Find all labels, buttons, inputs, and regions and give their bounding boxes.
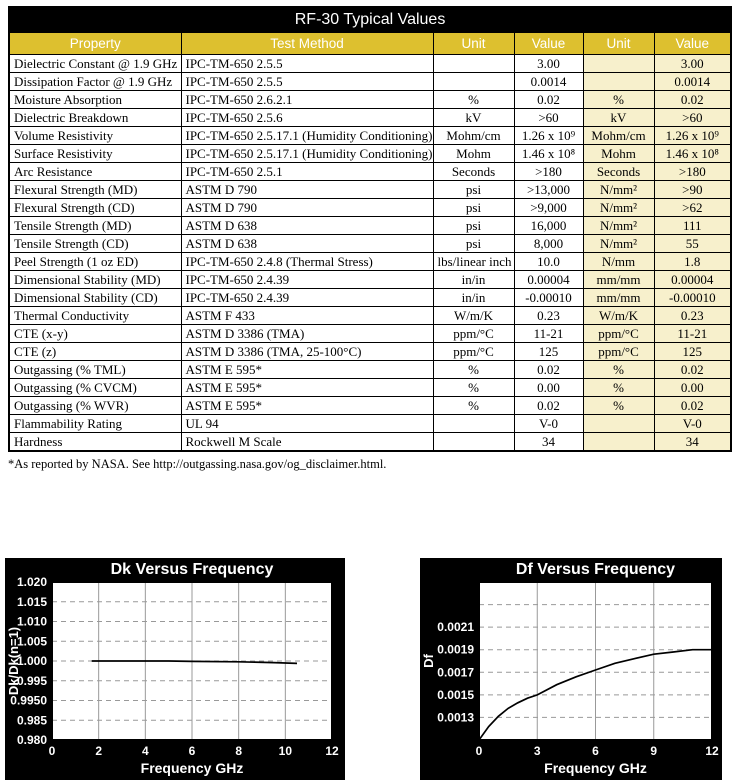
table-row <box>9 397 731 415</box>
cell-value2: 0.02 <box>654 361 731 379</box>
svg-text:9: 9 <box>650 744 658 758</box>
table-row <box>9 253 731 271</box>
cell-unit1: % <box>433 379 514 397</box>
cell-unit1: % <box>433 361 514 379</box>
cell-method: Rockwell M Scale <box>181 433 433 452</box>
cell-unit2 <box>583 55 654 73</box>
cell-value2: V-0 <box>654 415 731 433</box>
cell-unit1: % <box>433 91 514 109</box>
cell-method: IPC-TM-650 2.5.17.1 (Humidity Conditioning) <box>181 127 433 145</box>
table-row <box>9 181 731 199</box>
cell-value1: >13,000 <box>514 181 583 199</box>
cell-unit1: in/in <box>433 271 514 289</box>
cell-unit2: mm/mm <box>583 289 654 307</box>
cell-value1: 3.00 <box>514 55 583 73</box>
cell-value2: 11-21 <box>654 325 731 343</box>
cell-value2: 34 <box>654 433 731 452</box>
cell-method: IPC-TM-650 2.5.5 <box>181 73 433 91</box>
cell-value1: 34 <box>514 433 583 452</box>
cell-value1: 0.02 <box>514 361 583 379</box>
cell-property: Outgassing (% TML) <box>9 361 181 379</box>
cell-value1: >9,000 <box>514 199 583 217</box>
cell-value2: >180 <box>654 163 731 181</box>
table-row <box>9 109 731 127</box>
cell-value2: >62 <box>654 199 731 217</box>
cell-value2: 0.00 <box>654 379 731 397</box>
cell-property: Flexural Strength (MD) <box>9 181 181 199</box>
cell-property: Dimensional Stability (CD) <box>9 289 181 307</box>
df-frequency-chart <box>420 558 722 780</box>
column-header-value-1: Value <box>514 33 583 55</box>
cell-property: Outgassing (% WVR) <box>9 397 181 415</box>
cell-property: Thermal Conductivity <box>9 307 181 325</box>
svg-text:Dk/Dk(n=1): Dk/Dk(n=1) <box>6 626 21 696</box>
svg-text:Df Versus Frequency: Df Versus Frequency <box>515 561 676 578</box>
table-row <box>9 235 731 253</box>
cell-property: Dissipation Factor @ 1.9 GHz <box>9 73 181 91</box>
svg-text:3: 3 <box>533 744 541 758</box>
svg-text:0.985: 0.985 <box>16 713 47 728</box>
cell-unit1: in/in <box>433 289 514 307</box>
cell-method: UL 94 <box>181 415 433 433</box>
cell-unit2: ppm/°C <box>583 325 654 343</box>
cell-value1: 8,000 <box>514 235 583 253</box>
cell-method: ASTM E 595* <box>181 361 433 379</box>
table-row <box>9 271 731 289</box>
cell-value2: 0.23 <box>654 307 731 325</box>
cell-method: ASTM F 433 <box>181 307 433 325</box>
cell-unit2 <box>583 415 654 433</box>
cell-value2: 0.0014 <box>654 73 731 91</box>
cell-method: IPC-TM-650 2.4.39 <box>181 289 433 307</box>
table-row <box>9 343 731 361</box>
dk-frequency-chart-svg <box>5 558 345 780</box>
cell-value1: 1.46 x 10⁸ <box>514 145 583 163</box>
cell-unit2: mm/mm <box>583 271 654 289</box>
column-header-unit-2: Unit <box>583 33 654 55</box>
cell-method: ASTM D 3386 (TMA) <box>181 325 433 343</box>
cell-unit1: psi <box>433 181 514 199</box>
cell-unit1: W/m/K <box>433 307 514 325</box>
cell-property: Outgassing (% CVCM) <box>9 379 181 397</box>
column-header-property: Property <box>9 33 181 55</box>
svg-text:0.995: 0.995 <box>16 673 47 688</box>
cell-unit1: Mohm/cm <box>433 127 514 145</box>
svg-text:0.0015: 0.0015 <box>437 687 474 702</box>
svg-text:6: 6 <box>188 744 196 758</box>
cell-value2: 0.02 <box>654 397 731 415</box>
cell-value1: -0.00010 <box>514 289 583 307</box>
cell-value1: 10.0 <box>514 253 583 271</box>
cell-method: ASTM D 638 <box>181 235 433 253</box>
svg-text:1.015: 1.015 <box>16 594 47 609</box>
svg-text:10: 10 <box>278 744 293 758</box>
cell-value1: 0.23 <box>514 307 583 325</box>
svg-text:Dk Versus Frequency: Dk Versus Frequency <box>110 561 274 578</box>
table-row <box>9 199 731 217</box>
cell-method: IPC-TM-650 2.5.6 <box>181 109 433 127</box>
cell-property: Dielectric Constant @ 1.9 GHz <box>9 55 181 73</box>
cell-method: ASTM D 638 <box>181 217 433 235</box>
cell-unit2: % <box>583 397 654 415</box>
cell-unit2: N/mm <box>583 253 654 271</box>
cell-property: Tensile Strength (MD) <box>9 217 181 235</box>
cell-method: ASTM D 790 <box>181 181 433 199</box>
cell-unit1: lbs/linear inch <box>433 253 514 271</box>
cell-unit2: Mohm <box>583 145 654 163</box>
cell-unit1 <box>433 415 514 433</box>
cell-unit2: N/mm² <box>583 181 654 199</box>
cell-value2: 0.00004 <box>654 271 731 289</box>
cell-unit1: ppm/°C <box>433 343 514 361</box>
cell-method: ASTM E 595* <box>181 397 433 415</box>
cell-unit2: Seconds <box>583 163 654 181</box>
page-title: RF-30 Typical Values <box>9 7 731 33</box>
svg-text:0: 0 <box>475 744 483 758</box>
charts-row <box>5 558 722 780</box>
svg-text:0.0019: 0.0019 <box>437 642 474 657</box>
cell-property: Flammability Rating <box>9 415 181 433</box>
table-row <box>9 289 731 307</box>
cell-method: ASTM D 790 <box>181 199 433 217</box>
cell-value1: 16,000 <box>514 217 583 235</box>
cell-value1: 0.02 <box>514 397 583 415</box>
cell-property: Volume Resistivity <box>9 127 181 145</box>
cell-unit2 <box>583 433 654 452</box>
cell-unit1: psi <box>433 235 514 253</box>
cell-value1: V-0 <box>514 415 583 433</box>
cell-value2: 55 <box>654 235 731 253</box>
table-row <box>9 163 731 181</box>
cell-unit2: % <box>583 91 654 109</box>
cell-value2: >90 <box>654 181 731 199</box>
svg-text:6: 6 <box>592 744 599 758</box>
cell-unit2: N/mm² <box>583 217 654 235</box>
cell-unit2: Mohm/cm <box>583 127 654 145</box>
cell-value2: 1.26 x 10⁹ <box>654 127 731 145</box>
cell-method: IPC-TM-650 2.6.2.1 <box>181 91 433 109</box>
cell-property: Dimensional Stability (MD) <box>9 271 181 289</box>
cell-unit1 <box>433 55 514 73</box>
cell-unit1: ppm/°C <box>433 325 514 343</box>
cell-unit1: Mohm <box>433 145 514 163</box>
cell-unit1: psi <box>433 199 514 217</box>
cell-unit2: ppm/°C <box>583 343 654 361</box>
svg-text:1.020: 1.020 <box>16 575 47 589</box>
cell-value1: 1.26 x 10⁹ <box>514 127 583 145</box>
cell-unit1: % <box>433 397 514 415</box>
svg-text:0.980: 0.980 <box>16 733 47 747</box>
table-title-row <box>9 7 731 33</box>
cell-method: ASTM E 595* <box>181 379 433 397</box>
cell-value1: 11-21 <box>514 325 583 343</box>
table-row <box>9 73 731 91</box>
cell-value2: 1.8 <box>654 253 731 271</box>
nasa-footnote: *As reported by NASA. See http://outgassing.nasa.gov/og_disclaimer.html. <box>8 457 387 471</box>
column-header-value-2: Value <box>654 33 731 55</box>
cell-property: Hardness <box>9 433 181 452</box>
cell-method: IPC-TM-650 2.5.5 <box>181 55 433 73</box>
dk-frequency-chart <box>5 558 345 780</box>
cell-method: IPC-TM-650 2.4.8 (Thermal Stress) <box>181 253 433 271</box>
svg-text:0.0017: 0.0017 <box>437 665 474 680</box>
table-row <box>9 127 731 145</box>
svg-text:0: 0 <box>48 744 56 758</box>
cell-value2: >60 <box>654 109 731 127</box>
cell-unit1 <box>433 433 514 452</box>
cell-method: IPC-TM-650 2.5.17.1 (Humidity Conditioning) <box>181 145 433 163</box>
table-row <box>9 217 731 235</box>
svg-text:Df: Df <box>421 654 436 668</box>
cell-value2: 111 <box>654 217 731 235</box>
cell-property: Peel Strength (1 oz ED) <box>9 253 181 271</box>
cell-method: ASTM D 3386 (TMA, 25-100°C) <box>181 343 433 361</box>
svg-text:1.005: 1.005 <box>16 634 47 649</box>
cell-value1: >180 <box>514 163 583 181</box>
cell-property: Tensile Strength (CD) <box>9 235 181 253</box>
cell-property: CTE (x-y) <box>9 325 181 343</box>
table-row <box>9 91 731 109</box>
svg-text:1.000: 1.000 <box>16 654 47 668</box>
cell-unit2 <box>583 73 654 91</box>
cell-unit1: kV <box>433 109 514 127</box>
cell-property: Surface Resistivity <box>9 145 181 163</box>
svg-text:0.9950: 0.9950 <box>10 693 47 708</box>
cell-value1: 0.0014 <box>514 73 583 91</box>
table-row <box>9 307 731 325</box>
cell-value2: 125 <box>654 343 731 361</box>
column-header-unit-1: Unit <box>433 33 514 55</box>
cell-value2: 3.00 <box>654 55 731 73</box>
table-row <box>9 433 731 452</box>
cell-value1: 0.02 <box>514 91 583 109</box>
cell-property: Dielectric Breakdown <box>9 109 181 127</box>
table-row <box>9 379 731 397</box>
svg-text:0.0013: 0.0013 <box>437 710 474 725</box>
svg-text:4: 4 <box>141 744 149 758</box>
cell-value1: >60 <box>514 109 583 127</box>
cell-unit1 <box>433 73 514 91</box>
table-row <box>9 361 731 379</box>
cell-value1: 0.00004 <box>514 271 583 289</box>
cell-unit2: kV <box>583 109 654 127</box>
cell-unit1: Seconds <box>433 163 514 181</box>
cell-value2: -0.00010 <box>654 289 731 307</box>
table-row <box>9 55 731 73</box>
table-row <box>9 145 731 163</box>
svg-text:12: 12 <box>325 744 339 758</box>
typical-values-table <box>8 6 732 452</box>
cell-value2: 0.02 <box>654 91 731 109</box>
svg-text:8: 8 <box>235 744 243 758</box>
svg-text:Frequency GHz: Frequency GHz <box>544 760 647 776</box>
column-header-test-method: Test Method <box>181 33 433 55</box>
cell-property: Arc Resistance <box>9 163 181 181</box>
cell-unit2: N/mm² <box>583 199 654 217</box>
cell-property: Moisture Absorption <box>9 91 181 109</box>
cell-value1: 0.00 <box>514 379 583 397</box>
svg-text:2: 2 <box>95 744 103 758</box>
cell-value2: 1.46 x 10⁸ <box>654 145 731 163</box>
cell-method: IPC-TM-650 2.5.1 <box>181 163 433 181</box>
cell-value1: 125 <box>514 343 583 361</box>
cell-unit2: % <box>583 361 654 379</box>
cell-unit2: N/mm² <box>583 235 654 253</box>
cell-method: IPC-TM-650 2.4.39 <box>181 271 433 289</box>
cell-unit2: % <box>583 379 654 397</box>
svg-text:1.010: 1.010 <box>16 614 47 629</box>
cell-property: CTE (z) <box>9 343 181 361</box>
table-header-row <box>9 33 731 55</box>
cell-property: Flexural Strength (CD) <box>9 199 181 217</box>
cell-unit2: W/m/K <box>583 307 654 325</box>
table-row <box>9 415 731 433</box>
svg-text:0.0021: 0.0021 <box>437 620 474 635</box>
svg-text:12: 12 <box>705 744 719 758</box>
cell-unit1: psi <box>433 217 514 235</box>
df-frequency-chart-svg <box>420 558 722 780</box>
table-row <box>9 325 731 343</box>
svg-text:Frequency GHz: Frequency GHz <box>140 760 244 776</box>
